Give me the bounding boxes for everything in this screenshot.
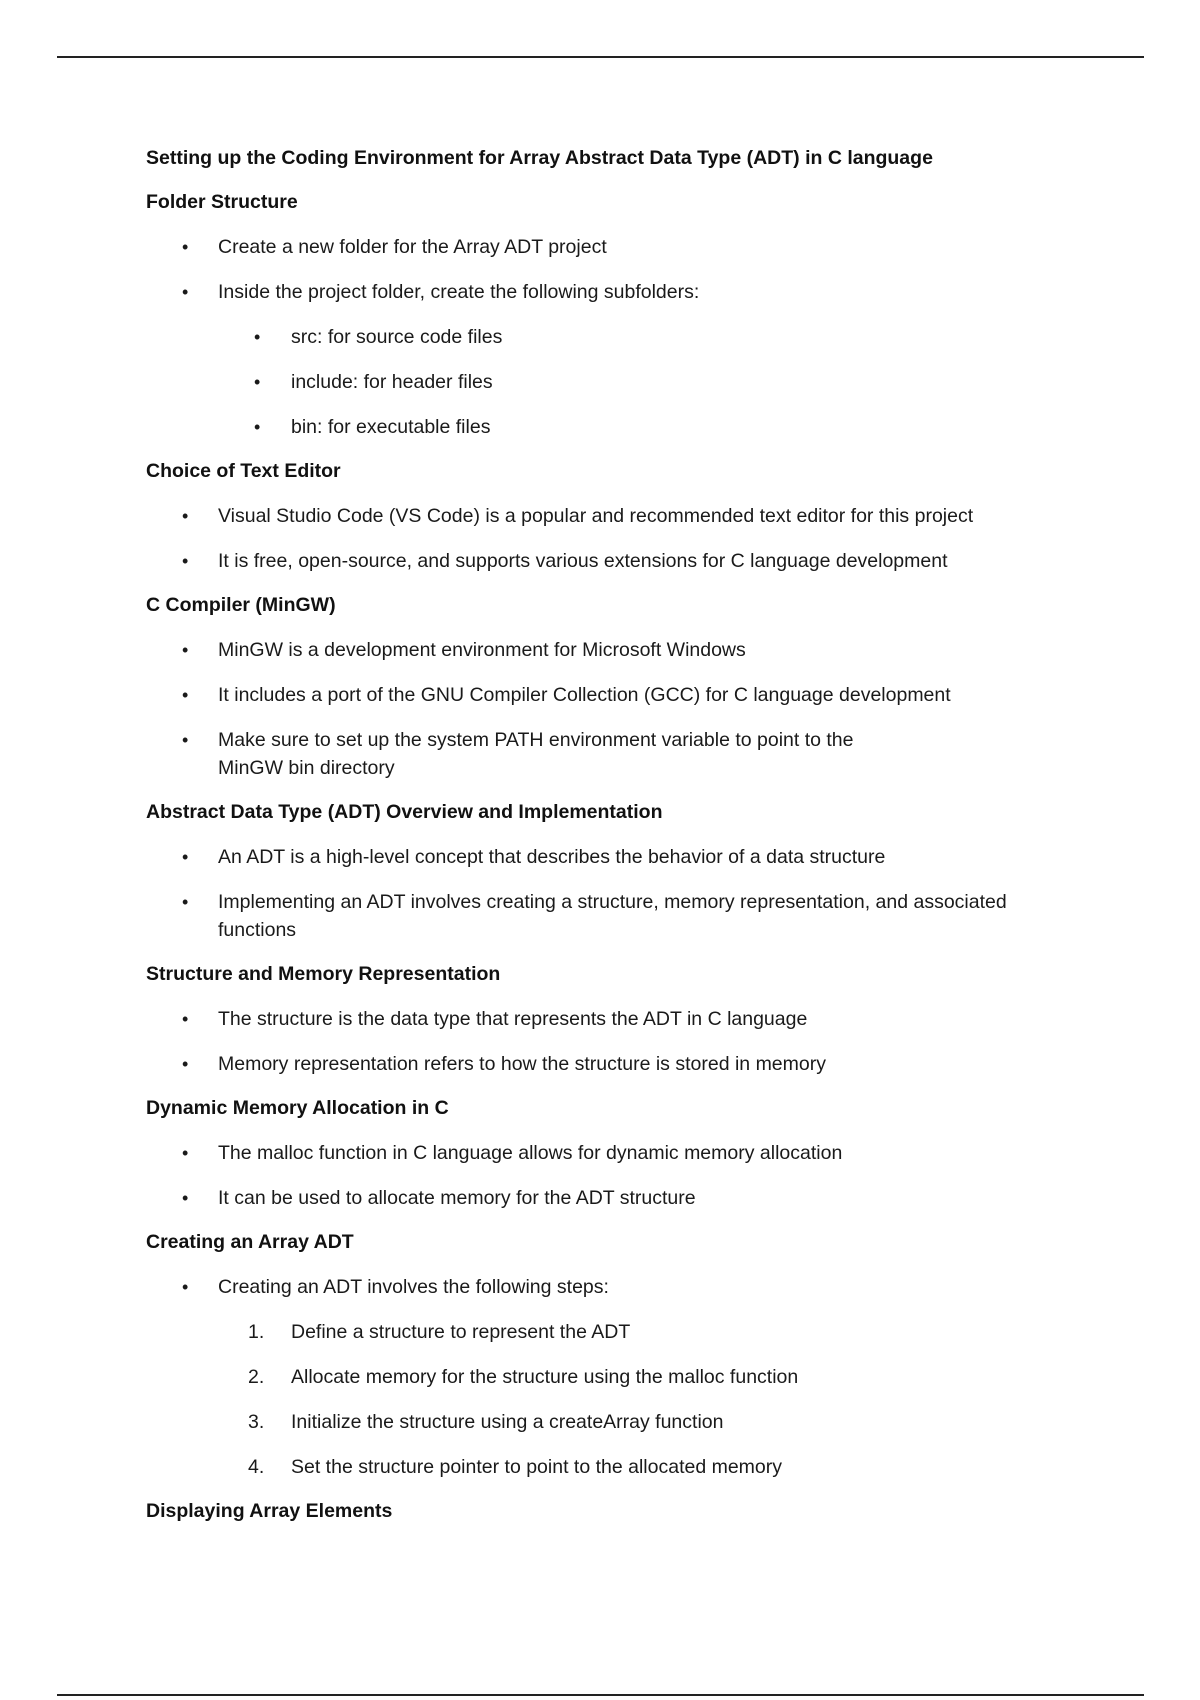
document-body	[146, 145, 1066, 1542]
bullet-icon: •	[182, 1277, 189, 1297]
bullet-icon: •	[182, 847, 189, 867]
bullet-icon: •	[182, 1188, 189, 1208]
list-item: • It is free, open-source, and supports various extensions for C language development	[146, 547, 1066, 575]
footer-rule	[57, 1694, 1144, 1696]
structure-list	[146, 1005, 1066, 1078]
step-number: 3.	[248, 1411, 265, 1433]
step-item: 1. Define a structure to represent the ADT	[146, 1318, 1066, 1346]
list-item: • bin: for executable files	[146, 413, 1066, 441]
bullet-icon: •	[254, 372, 261, 392]
bullet-icon: •	[182, 730, 189, 750]
step-item: 2. Allocate memory for the structure using the malloc function	[146, 1363, 1066, 1391]
bullet-icon: •	[182, 685, 189, 705]
list-item: • Make sure to set up the system PATH environment variable to point to the MinGW bin directory	[146, 726, 908, 782]
list-item: • Memory representation refers to how the structure is stored in memory	[146, 1050, 1066, 1078]
list-item: • Visual Studio Code (VS Code) is a popular and recommended text editor for this project	[146, 502, 1066, 530]
editor-list	[146, 502, 1066, 575]
list-item: • It can be used to allocate memory for the ADT structure	[146, 1184, 1066, 1212]
heading-displaying-array-elements: Displaying Array Elements	[146, 1500, 393, 1522]
step-number: 2.	[248, 1366, 265, 1388]
bullet-icon: •	[254, 327, 261, 347]
list-item: • Implementing an ADT involves creating a structure, memory representation, and associated functions	[146, 888, 1073, 944]
bullet-icon: •	[182, 1143, 189, 1163]
bullet-icon: •	[182, 892, 189, 912]
heading-adt-overview: Abstract Data Type (ADT) Overview and Implementation	[146, 801, 663, 823]
step-item: 3. Initialize the structure using a createArray function	[146, 1408, 1066, 1436]
bullet-icon: •	[254, 417, 261, 437]
list-item: • The structure is the data type that represents the ADT in C language	[146, 1005, 1066, 1033]
header-rule	[57, 56, 1144, 58]
folder-list	[146, 233, 1066, 306]
list-item: • Creating an ADT involves the following steps:	[146, 1273, 1066, 1301]
heading-dynamic-memory: Dynamic Memory Allocation in C	[146, 1097, 449, 1119]
steps-list	[146, 1318, 1066, 1481]
dynamic-list	[146, 1139, 1066, 1212]
subfolder-list	[146, 323, 1066, 441]
creating-list	[146, 1273, 1066, 1301]
bullet-icon: •	[182, 506, 189, 526]
bullet-icon: •	[182, 1054, 189, 1074]
bullet-icon: •	[182, 237, 189, 257]
list-item: • Create a new folder for the Array ADT project	[146, 233, 1066, 261]
heading-structure-memory: Structure and Memory Representation	[146, 963, 501, 985]
heading-folder-structure: Folder Structure	[146, 191, 298, 213]
bullet-icon: •	[182, 640, 189, 660]
step-number: 4.	[248, 1456, 265, 1478]
heading-c-compiler: C Compiler (MinGW)	[146, 594, 336, 616]
compiler-list	[146, 636, 1066, 782]
bullet-icon: •	[182, 282, 189, 302]
list-item: • src: for source code files	[146, 323, 1066, 351]
bullet-icon: •	[182, 1009, 189, 1029]
heading-text-editor: Choice of Text Editor	[146, 460, 341, 482]
list-item: • include: for header files	[146, 368, 1066, 396]
heading-creating-array-adt: Creating an Array ADT	[146, 1231, 354, 1253]
list-item: • MinGW is a development environment for Microsoft Windows	[146, 636, 1066, 664]
document-title: Setting up the Coding Environment for Array Abstract Data Type (ADT) in C language	[146, 147, 933, 169]
adt-list	[146, 843, 1066, 944]
bullet-icon: •	[182, 551, 189, 571]
list-item: • An ADT is a high-level concept that describes the behavior of a data structure	[146, 843, 1066, 871]
list-item: • Inside the project folder, create the following subfolders:	[146, 278, 1066, 306]
step-item: 4. Set the structure pointer to point to the allocated memory	[146, 1453, 1066, 1481]
list-item: • It includes a port of the GNU Compiler Collection (GCC) for C language development	[146, 681, 1066, 709]
list-item: • The malloc function in C language allows for dynamic memory allocation	[146, 1139, 1066, 1167]
step-number: 1.	[248, 1321, 265, 1343]
